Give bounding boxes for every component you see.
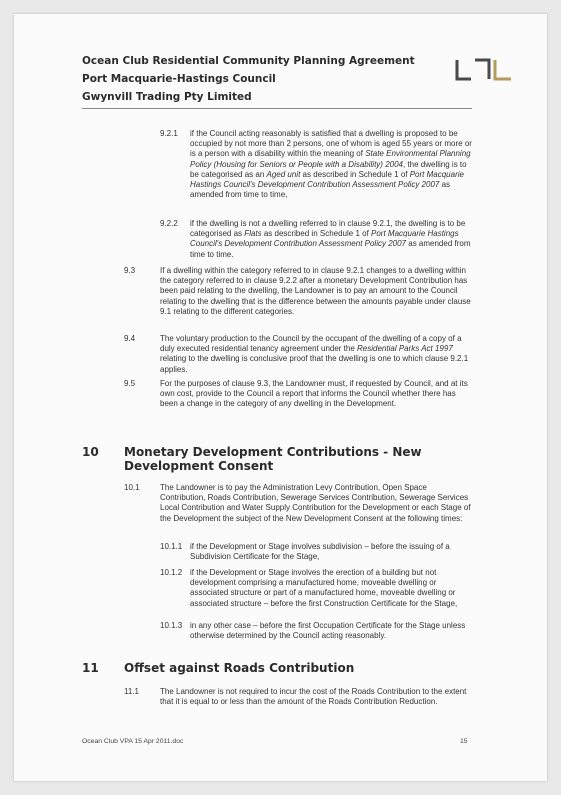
- section-number: 10: [82, 445, 99, 459]
- clause-number: 10.1.1: [160, 542, 183, 551]
- clause-number: 10.1: [124, 483, 140, 492]
- section-heading: Monetary Development Contributions - New Development Consent: [124, 445, 422, 473]
- section-number: 11: [82, 661, 99, 675]
- header-agreement-title: Ocean Club Residential Community Planning Agreement: [82, 55, 415, 67]
- header-divider: [82, 108, 472, 109]
- clause-number: 9.3: [124, 266, 136, 275]
- footer-document-name: Ocean Club VPA 15 Apr 2011.doc: [82, 738, 184, 745]
- clause-11-1: The Landowner is not required to incur the cost of the Roads Contribution to the extent that it is equal to or less than the amount of the Roads Contribution Reduction.: [160, 687, 467, 707]
- clause-9-4: The voluntary production to the Council by the occupant of the dwelling of a copy of a duly executed residential tenancy agreement under the Residential Parks Act 1997 relating to the dwelling is conclusive proof that the dwelling is one to which clause 9.2.1 applies.: [160, 334, 469, 374]
- footer-page-number: 15: [460, 738, 468, 745]
- clause-9-5: For the purposes of clause 9.3, the Landowner must, if requested by Council, and at its own cost, provide to the Council a report that informs the Council whether there has been a change in the category of any dwelling in the Development.: [160, 379, 468, 409]
- ltl-logo-icon: [455, 58, 513, 82]
- clause-number: 10.1.3: [160, 621, 183, 630]
- clause-number: 9.2.1: [160, 129, 178, 138]
- clause-9-3: If a dwelling within the category referred to in clause 9.2.1 changes to a dwelling within the category referred to in clause 9.2.2 after a monetary Development Contribution has been paid relating to the dwelling, the Landowner is to pay an amount to the Council relating to the dwelling that is the difference between the amounts payable under clause 9.1 relating to the different categories.: [160, 266, 471, 316]
- header-party: Gwynvill Trading Pty Limited: [82, 91, 252, 103]
- clause-number: 9.5: [124, 379, 136, 388]
- document-header: [82, 52, 415, 106]
- clause-number: 9.4: [124, 334, 136, 343]
- clause-number: 9.2.2: [160, 219, 178, 228]
- clause-10-1-3: in any other case – before the first Occupation Certificate for the Stage unless otherwise determined by the Council acting reasonably.: [190, 621, 466, 641]
- section-heading: Offset against Roads Contribution: [124, 661, 355, 675]
- clause-10-1-2: if the Development or Stage involves the erection of a building but not development comprising a manufactured home, moveable dwelling or associated structure or part of a manufactured home, moveable dwelling or associated structure – before the first Construction Certificate for the Stage,: [190, 568, 458, 608]
- clause-9-2-1: if the Council acting reasonably is satisfied that a dwelling is proposed to be occupied by not more than 2 persons, one of whom is aged 55 years or more or is a person with a disability within the meaning of State Environmental Planning Policy (Housing for Seniors or People with a Disability) 2004, the dwelling is to be categorised as an Aged unit as described in Schedule 1 of Port Macquarie Hastings Council's Development Contribution Assessment Policy 2007 as amended from time to time,: [190, 129, 472, 200]
- clause-10-1: The Landowner is to pay the Administration Levy Contribution, Open Space Contribution, Roads Contribution, Sewerage Services Contribution, Sewerage Services Local Contribution and Water Supply Contribution for the Development or each Stage of the Development the subject of the New Development Consent at the following times:: [160, 483, 471, 523]
- header-council: Port Macquarie-Hastings Council: [82, 73, 276, 85]
- clause-9-2-2: if the dwelling is not a dwelling referred to in clause 9.2.1, the dwelling is to be categorised as Flats as described in Schedule 1 of Port Macquarie Hastings Council's Development Contribution Assessment Policy 2007 as amended from time to time.: [190, 219, 471, 259]
- clause-number: 10.1.2: [160, 568, 183, 577]
- clause-number: 11.1: [124, 687, 139, 696]
- clause-10-1-1: if the Development or Stage involves subdivision – before the issuing of a Subdivision Certificate for the Stage,: [190, 542, 450, 562]
